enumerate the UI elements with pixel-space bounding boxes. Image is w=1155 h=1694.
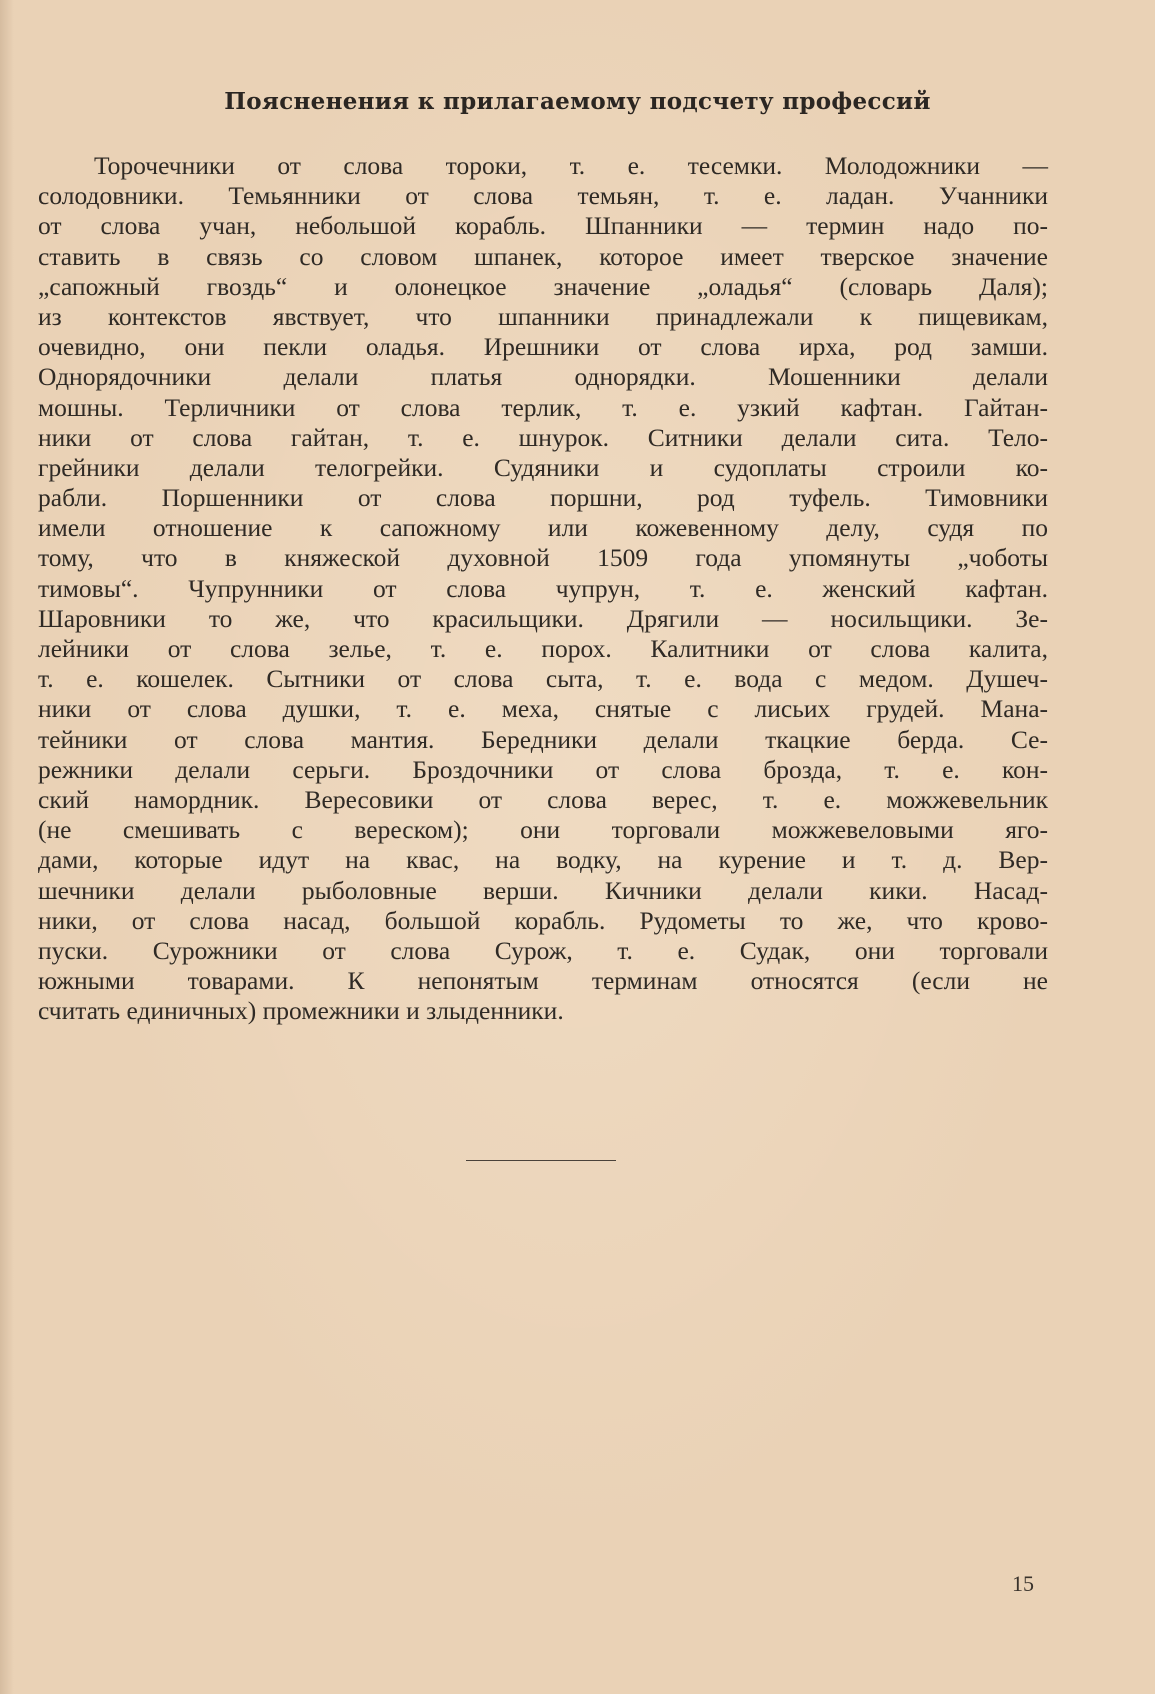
paragraph-line: лейники от слова зелье, т. е. порох. Калитники от слова калита, [38,634,1048,663]
paragraph-line: Торочечники от слова тороки, т. е. тесемки. Молодожники — [94,151,1048,180]
paragraph-line: от слова учан, небольшой корабль. Шпанники — термин надо по- [38,211,1048,241]
paragraph-line: солодовники. Темьянники от слова темьян, т. е. ладан. Учанники [38,181,1048,211]
paragraph-line: пуски. Сурожники от слова Сурож, т. е. Судак, они торговали [38,935,1048,965]
paragraph-line: тейники от слова мантия. Бередники делали ткацкие берда. Се- [38,724,1048,754]
paragraph-line: режники делали серьги. Броздочники от слова брозда, т. е. кон- [38,754,1048,784]
paragraph-line: ники, от слова насад, большой корабль. Рудометы то же, что крово- [38,905,1048,935]
paragraph-line: дами, которые идут на квас, на водку, на курение и т. д. Вер- [38,845,1048,875]
paragraph-line: тимовы“. Чупрунники от слова чупрун, т. е. женский кафтан. [38,573,1048,603]
paragraph-line: Однорядочники делали платья однорядки. Мошенники делали [38,362,1048,392]
paragraph-line: т. е. кошелек. Сытники от слова сыта, т. е. вода с медом. Душеч- [38,664,1048,694]
paragraph-line: из контекстов явствует, что шпанники принадлежали к пищевикам, [38,301,1048,331]
paragraph-line: ский намордник. Вересовики от слова верес, т. е. можжевельник [38,784,1048,814]
paragraph-line: Шаровники то же, что красильщики. Дрягили — носильщики. Зе- [38,603,1048,633]
paragraph-line: очевидно, они пекли оладья. Ирешники от слова ирха, род замши. [38,332,1048,362]
paragraph-line: (не смешивать с вереском); они торговали можжевеловыми яго- [38,815,1048,845]
paragraph-line: рабли. Поршенники от слова поршни, род туфель. Тимовники [38,483,1048,513]
paragraph-line: мошны. Терличники от слова терлик, т. е. узкий кафтан. Гайтан- [38,392,1048,422]
paragraph-line: шечники делали рыболовные верши. Кичники делали кики. Насад- [38,875,1048,905]
paragraph-line: ставить в связь со словом шпанек, которое имеет тверское значение [38,241,1048,271]
paragraph-line: имели отношение к сапожному или кожевенному делу, судя по [38,513,1048,543]
paragraph-line: считать единичных) промежники и злыденники. [38,996,564,1026]
paragraph-line: тому, что в княжеской духовной 1509 года упомянуты „чоботы [38,543,1048,573]
paragraph-line: „сапожный гвоздь“ и олонецкое значение „оладья“ (словарь Даля); [38,271,1048,301]
paragraph-line: ники от слова гайтан, т. е. шнурок. Ситники делали сита. Тело- [38,422,1048,452]
paragraph-line: грейники делали телогрейки. Судяники и судоплаты строили ко- [38,452,1048,482]
paragraph-line: ники от слова душки, т. е. меха, снятые с лисьих грудей. Мана- [38,694,1048,724]
body-paragraph [38,151,1048,1026]
page-number: 15 [1012,1571,1034,1596]
section-heading: Поясненения к прилагаемому подсчету профессий [224,88,931,115]
section-divider [466,1160,616,1161]
paragraph-line: южными товарами. К непонятым терминам относятся (если не [38,966,1048,996]
